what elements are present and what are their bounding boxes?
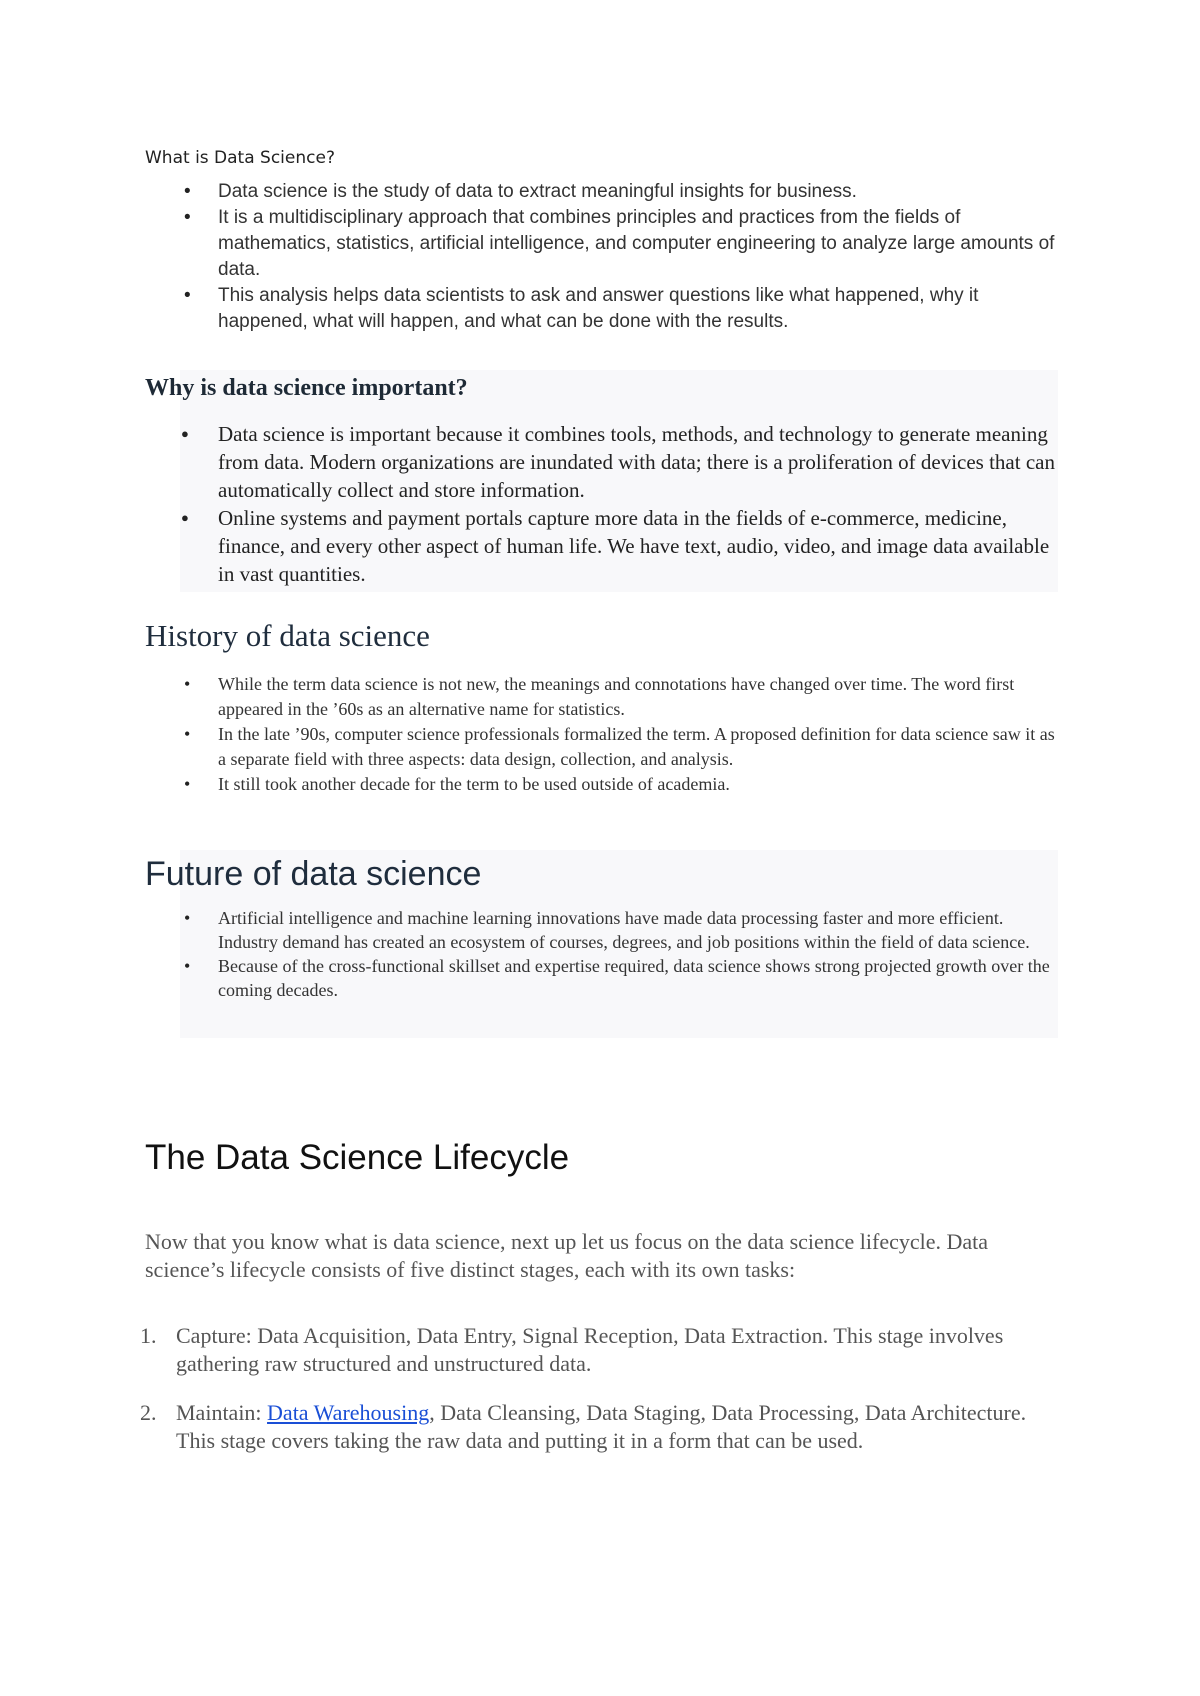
section-what-is	[145, 148, 1055, 335]
list-item: ● Online systems and payment portals capture more data in the fields of e-commerce, medicine, finance, and every other aspect of human life. We have text, audio, video, and image data available in vast quantities.	[145, 504, 1055, 588]
section-why-important	[145, 375, 1055, 588]
list-item: • Because of the cross-functional skillset and expertise required, data science shows strong projected growth over the coming decades.	[145, 954, 1055, 1002]
list-item: • It is a multidisciplinary approach that combines principles and practices from the fields of mathematics, statistics, artificial intelligence, and computer engineering to analyze large amounts of data.	[145, 205, 1055, 283]
lifecycle-intro: Now that you know what is data science, next up let us focus on the data science lifecycle. Data science’s lifecycle consists of five distinct stages, each with its own tasks:	[145, 1229, 989, 1282]
list-item-text: Capture: Data Acquisition, Data Entry, Signal Reception, Data Extraction. This stage involves gathering raw structured and unstructured data.	[176, 1323, 1004, 1376]
bullet-list-why-important	[145, 420, 1055, 588]
bullet-list-history	[145, 672, 1055, 797]
bullet-list-future	[145, 906, 1055, 1002]
list-number: 1.	[140, 1323, 157, 1348]
section-title-lifecycle: The Data Science Lifecycle	[145, 1138, 570, 1177]
list-item: • While the term data science is not new, the meanings and connotations have changed over time. The word first appeared in the ’60s as an alternative name for statistics.	[145, 672, 1055, 722]
numbered-list-lifecycle	[140, 1322, 1055, 1455]
section-title-history: History of data science	[145, 618, 430, 653]
section-title-why-important: Why is data science important?	[145, 375, 468, 401]
data-warehousing-link[interactable]: Data Warehousing	[267, 1400, 430, 1425]
list-item: • Data science is the study of data to extract meaningful insights for business.	[145, 179, 1055, 205]
section-future	[145, 855, 1055, 1002]
list-item-suffix: , Data Cleansing, Data Staging, Data Processing, Data Architecture. This stage covers taking the raw data and putting it in a form that can be used.	[176, 1400, 1027, 1453]
section-title-what-is: What is Data Science?	[145, 148, 335, 168]
list-item: • This analysis helps data scientists to ask and answer questions like what happened, why it happened, what will happen, and what can be done with the results.	[145, 283, 1055, 335]
section-title-future: Future of data science	[145, 855, 482, 893]
list-item	[140, 1399, 1055, 1455]
list-item: • In the late ’90s, computer science professionals formalized the term. A proposed definition for data science saw it as a separate field with three aspects: data design, collection, and analysis.	[145, 722, 1055, 772]
list-item: ● Data science is important because it combines tools, methods, and technology to generate meaning from data. Modern organizations are inundated with data; there is a proliferation of devices that can automatically collect and store information.	[145, 420, 1055, 504]
section-lifecycle	[140, 1138, 1055, 1476]
bullet-list-what-is	[145, 179, 1055, 335]
list-item-prefix: Maintain:	[176, 1400, 268, 1425]
list-item: • It still took another decade for the term to be used outside of academia.	[145, 772, 1055, 797]
list-item	[140, 1322, 1055, 1378]
section-history	[145, 618, 1055, 797]
list-item: • Artificial intelligence and machine learning innovations have made data processing faster and more efficient. Industry demand has created an ecosystem of courses, degrees, and job positions within the field of data science.	[145, 906, 1055, 954]
list-number: 2.	[140, 1400, 157, 1425]
